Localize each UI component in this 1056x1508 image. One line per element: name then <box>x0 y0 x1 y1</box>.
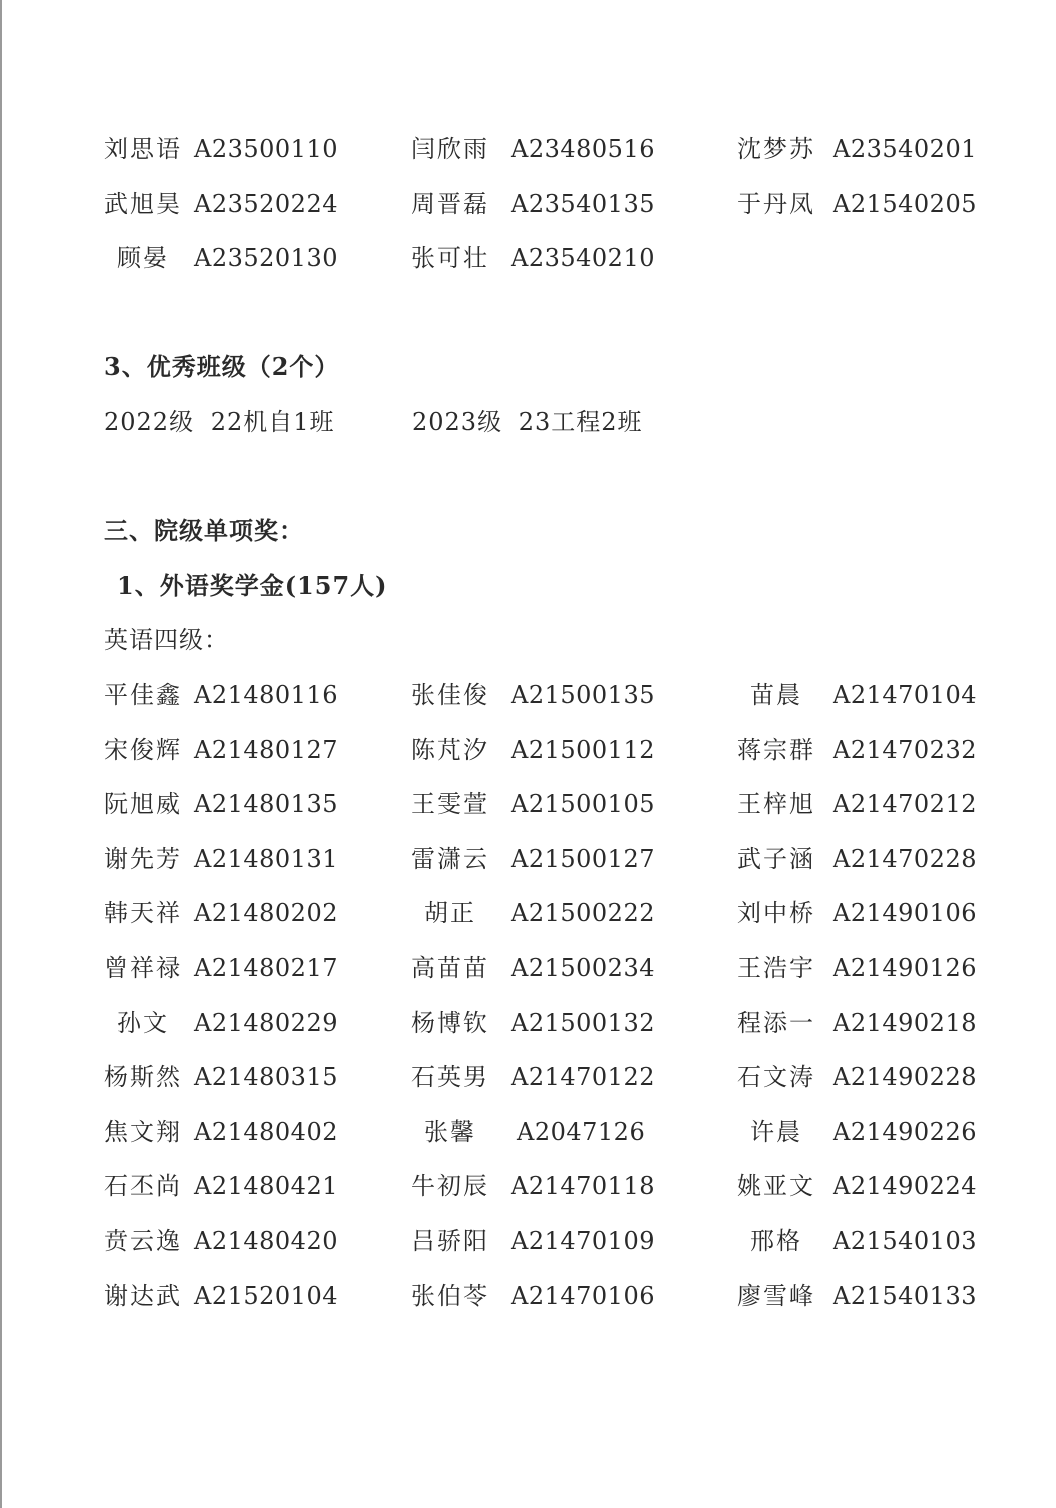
student-id: A23500110 <box>194 135 338 163</box>
student-name: 于丹凤 <box>737 189 815 218</box>
student-name: 沈梦苏 <box>737 135 815 163</box>
student-id: A21480127 <box>194 735 338 764</box>
student-name: 贲云逸 <box>104 1227 182 1255</box>
student-name: 吕骄阳 <box>411 1227 489 1255</box>
student-id: A21540133 <box>833 1281 977 1310</box>
student-name: 宋俊辉 <box>104 735 182 764</box>
student-id: A21500127 <box>511 844 655 873</box>
student-name: 武子涵 <box>737 844 815 873</box>
class-item <box>104 402 335 442</box>
student-name: 王雯萱 <box>411 790 489 819</box>
student-name: 石文涛 <box>737 1063 815 1092</box>
student-id: A23540135 <box>511 189 655 218</box>
student-id: A21490218 <box>833 1008 977 1037</box>
student-name: 陈芃汐 <box>411 735 489 764</box>
student-id: A21470106 <box>511 1281 655 1310</box>
student-id: A21470232 <box>833 735 977 764</box>
student-name: 孙文 <box>117 1008 169 1037</box>
student-name: 王梓旭 <box>737 790 815 819</box>
student-name: 闫欣雨 <box>411 135 489 163</box>
student-name: 廖雪峰 <box>737 1281 815 1310</box>
student-name: 顾晏 <box>117 244 169 272</box>
student-name: 杨斯然 <box>104 1063 182 1092</box>
student-id: A21470104 <box>833 681 977 709</box>
student-id: A21480131 <box>194 844 338 873</box>
excellent-class-heading: 3、优秀班级（2个） <box>104 352 340 381</box>
student-id: A21490224 <box>833 1172 977 1201</box>
student-name: 高苗苗 <box>411 954 489 982</box>
student-id: A21480315 <box>194 1063 338 1092</box>
student-id: A21480402 <box>194 1117 338 1146</box>
student-id: A21500222 <box>511 899 655 928</box>
student-name: 杨博钦 <box>411 1008 489 1037</box>
class-grade: 2022级 <box>104 408 195 436</box>
student-name: 牛初辰 <box>411 1172 489 1201</box>
student-name: 雷潇云 <box>411 844 489 873</box>
student-id: A23520130 <box>194 244 338 272</box>
student-name: 王浩宇 <box>737 954 815 982</box>
student-name: 张馨 <box>424 1117 476 1146</box>
student-id: A21490106 <box>833 899 977 928</box>
student-name: 石英男 <box>411 1063 489 1092</box>
class-name: 23工程2班 <box>518 408 643 436</box>
student-id: A21480135 <box>194 790 338 819</box>
student-name: 蒋宗群 <box>737 735 815 764</box>
student-id: A23520224 <box>194 189 338 218</box>
student-name: 程添一 <box>737 1008 815 1037</box>
student-id: A21480116 <box>194 681 338 709</box>
student-name: 曾祥禄 <box>104 954 182 982</box>
student-name: 张佳俊 <box>411 681 489 709</box>
student-id: A23480516 <box>511 135 655 163</box>
class-grade: 2023级 <box>412 408 503 436</box>
student-id: A21480229 <box>194 1008 338 1037</box>
student-id: A21520104 <box>194 1281 338 1310</box>
student-name: 张伯苓 <box>411 1281 489 1310</box>
student-name: 焦文翔 <box>104 1117 182 1146</box>
student-name: 武旭昊 <box>104 189 182 218</box>
student-name: 周晋磊 <box>411 189 489 218</box>
student-name: 谢达武 <box>104 1281 182 1310</box>
student-name: 石丕尚 <box>104 1172 182 1201</box>
student-id: A23540201 <box>833 135 977 163</box>
class-name: 22机自1班 <box>210 408 335 436</box>
student-id: A21540103 <box>833 1227 977 1255</box>
student-id: A23540210 <box>511 244 655 272</box>
student-id: A21490228 <box>833 1063 977 1092</box>
student-name: 胡正 <box>424 899 476 928</box>
student-name: 韩天祥 <box>104 899 182 928</box>
student-id: A21490126 <box>833 954 977 982</box>
student-id: A21480421 <box>194 1172 338 1201</box>
student-id: A21540205 <box>833 189 977 218</box>
student-name: 阮旭威 <box>104 790 182 819</box>
foreign-language-scholarship-heading: 1、外语奖学金(157人) <box>117 571 388 600</box>
student-id: A21470228 <box>833 844 977 873</box>
student-name: 平佳鑫 <box>104 681 182 709</box>
student-name: 邢格 <box>750 1227 802 1255</box>
student-id: A21490226 <box>833 1117 977 1146</box>
student-id: A21500112 <box>511 735 655 764</box>
student-id: A2047126 <box>517 1117 646 1146</box>
student-id: A21480420 <box>194 1227 338 1255</box>
student-id: A21470212 <box>833 790 977 819</box>
student-name: 刘中桥 <box>737 899 815 928</box>
student-id: A21500132 <box>511 1008 655 1037</box>
student-id: A21470122 <box>511 1063 655 1092</box>
student-name: 刘思语 <box>104 135 182 163</box>
student-id: A21500105 <box>511 790 655 819</box>
student-name: 许晨 <box>750 1117 802 1146</box>
class-item <box>412 402 643 442</box>
cet4-label: 英语四级： <box>104 626 229 654</box>
student-id: A21500135 <box>511 681 655 709</box>
student-name: 苗晨 <box>750 681 802 709</box>
student-name: 姚亚文 <box>737 1172 815 1201</box>
student-id: A21500234 <box>511 954 655 982</box>
student-id: A21480217 <box>194 954 338 982</box>
section-three-heading: 三、院级单项奖： <box>104 516 304 545</box>
student-id: A21470118 <box>511 1172 655 1201</box>
student-name: 张可壮 <box>411 244 489 272</box>
student-id: A21480202 <box>194 899 338 928</box>
student-id: A21470109 <box>511 1227 655 1255</box>
student-name: 谢先芳 <box>104 844 182 873</box>
